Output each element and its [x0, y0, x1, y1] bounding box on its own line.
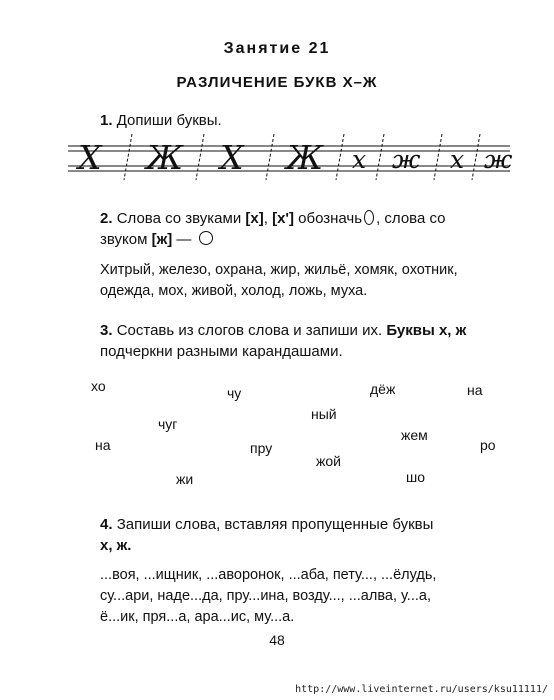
- task-4-number: 4.: [100, 516, 113, 533]
- footer-url[interactable]: http://www.liveinternet.ru/users/ksu11111/: [295, 684, 548, 695]
- circle-mark-icon: [199, 231, 213, 245]
- task-2-words: [100, 260, 520, 302]
- page-number: 48: [269, 632, 285, 648]
- task-3-number: 3.: [100, 322, 113, 339]
- cursive-letter-3: Х: [220, 138, 244, 177]
- oval-mark-icon: [364, 210, 374, 225]
- task-2-text-d: звуком: [100, 231, 152, 248]
- syllable: ный: [311, 406, 337, 422]
- syllable: жи: [176, 471, 194, 487]
- task-2-text-a: Слова со звуками: [116, 210, 246, 227]
- sound-kh-soft: [х']: [272, 210, 294, 227]
- task-2-number: 2.: [100, 210, 113, 227]
- sound-zh: [ж]: [151, 231, 173, 248]
- syllable: на: [95, 437, 111, 453]
- task-4-words-line-1: ...воя, ...ищник, ...аворонок, ...аба, пету..., ...ёлудь,: [100, 567, 437, 583]
- task-3-text-b: Буквы х, ж: [386, 322, 467, 339]
- syllable: жем: [401, 427, 428, 443]
- task-3-text-a: Составь из слогов слова и запиши их.: [116, 322, 387, 339]
- task-2-text-b: обозначь: [293, 210, 363, 227]
- sound-kh: [х]: [245, 210, 264, 227]
- task-2-text-e: —: [172, 231, 196, 248]
- task-1-text: Допиши буквы.: [116, 112, 222, 129]
- syllable: хо: [91, 378, 106, 394]
- cursive-letter-4: Ж: [286, 138, 324, 177]
- task-4-words-line-3: ё...ик, пря...а, ара...ис, му...а.: [100, 609, 295, 625]
- lesson-title: Занятие 21: [223, 40, 331, 57]
- handwriting-lines: [68, 134, 518, 180]
- cursive-letter-1: Х: [78, 138, 102, 177]
- syllable: чу: [227, 385, 242, 401]
- cursive-letter-7: х: [450, 145, 465, 174]
- task-2: [100, 208, 520, 250]
- syllable: чуг: [158, 416, 178, 432]
- task-3: [100, 320, 520, 362]
- cursive-letter-5: х: [352, 145, 367, 174]
- task-4-words-line-2: су...ари, наде...да, пру...ина, возду..., ...алва, у...а,: [100, 588, 431, 604]
- task-2-words-line-2: одежда, мох, живой, холод, ложь, муха.: [100, 283, 368, 299]
- task-1: [100, 110, 520, 131]
- syllable: ро: [480, 437, 496, 453]
- cursive-letter-8: ж: [484, 145, 513, 174]
- task-4-text-b: х, ж.: [100, 537, 132, 554]
- task-4-words: [100, 565, 520, 628]
- lesson-topic: РАЗЛИЧЕНИЕ БУКВ Х–Ж: [176, 74, 378, 91]
- task-2-text-c: , слова со: [376, 210, 446, 227]
- task-1-number: 1.: [100, 112, 113, 129]
- syllable: дёж: [370, 381, 396, 397]
- syllable: жой: [316, 453, 341, 469]
- task-4: [100, 514, 520, 556]
- task-2-sep: ,: [263, 210, 273, 227]
- task-2-words-line-1: Хитрый, железо, охрана, жир, жильё, хомяк, охотник,: [100, 262, 458, 278]
- syllable: пру: [250, 440, 273, 456]
- syllable: на: [467, 382, 483, 398]
- cursive-letter-2: Ж: [146, 138, 184, 177]
- task-3-text-c: подчеркни разными карандашами.: [100, 343, 343, 360]
- cursive-letter-6: ж: [392, 145, 421, 174]
- syllable: шо: [406, 469, 426, 485]
- task-4-text-a: Запиши слова, вставляя пропущенные буквы: [116, 516, 434, 533]
